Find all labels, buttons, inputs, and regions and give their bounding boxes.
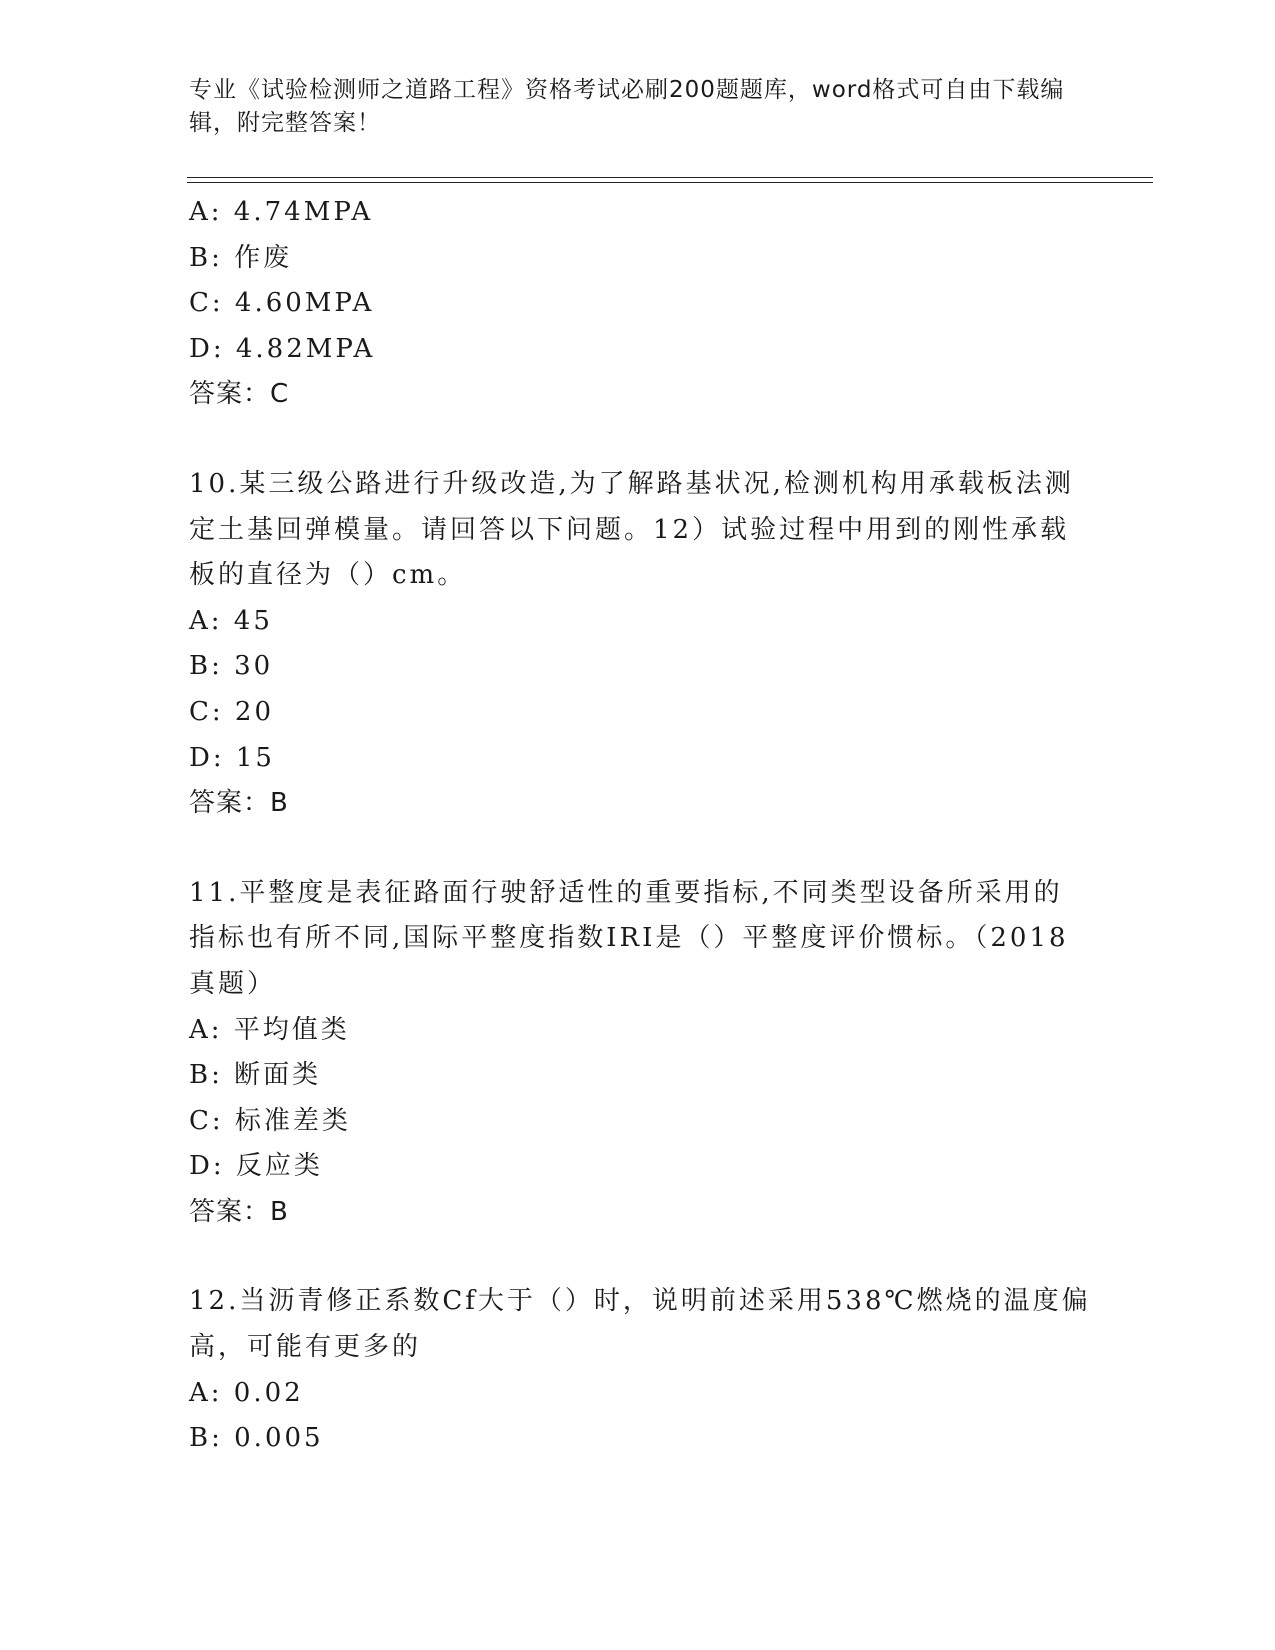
option-c: C: 标准差类 (189, 1105, 351, 1136)
question-text-line: 指标也有所不同,国际平整度指数IRI是（）平整度评价惯标。（2018 (189, 923, 1069, 954)
answer: 答案：C (189, 379, 290, 410)
question-9 (189, 190, 1089, 418)
question-text-line: 板的直径为（）cm。 (189, 560, 467, 591)
option-c: C: 20 (189, 696, 275, 727)
option-b: B: 0.005 (189, 1423, 324, 1454)
question-12 (189, 1279, 1089, 1461)
question-text-line: 定土基回弹模量。请回答以下问题。12）试验过程中用到的刚性承载 (189, 514, 1070, 545)
option-d: D: 15 (189, 742, 275, 773)
option-b: B: 断面类 (189, 1060, 322, 1091)
question-text-line: 12.当沥青修正系数Cf大于（）时，说明前述采用538℃燃烧的温度偏 (189, 1286, 1091, 1317)
option-b: B: 作废 (189, 242, 293, 273)
option-d: D: 反应类 (189, 1151, 323, 1182)
answer: 答案：B (189, 788, 289, 819)
question-10 (189, 462, 1089, 827)
option-b: B: 30 (189, 651, 274, 682)
header-divider-top (187, 177, 1153, 178)
question-text-line: 真题） (189, 968, 277, 999)
question-11 (189, 871, 1089, 1236)
header-divider-bottom (187, 182, 1153, 183)
option-c: C: 4.60MPA (189, 288, 375, 319)
question-text-line: 11.平整度是表征路面行驶舒适性的重要指标,不同类型设备所采用的 (189, 877, 1063, 908)
option-a: A: 0.02 (189, 1377, 304, 1408)
option-a: A: 45 (189, 605, 273, 636)
document-header: 专业《试验检测师之道路工程》资格考试必刷200题题库，word格式可自由下载编辑，附完整答案！ (189, 77, 1065, 136)
option-d: D: 4.82MPA (189, 333, 376, 364)
question-text-line: 高，可能有更多的 (189, 1332, 422, 1363)
question-list (189, 190, 1089, 1462)
option-a: A: 4.74MPA (189, 197, 374, 227)
answer: 答案：B (189, 1196, 289, 1227)
option-a: A: 平均值类 (189, 1014, 350, 1045)
question-text-line: 10.某三级公路进行升级改造,为了解路基状况,检测机构用承载板法测 (189, 468, 1074, 499)
